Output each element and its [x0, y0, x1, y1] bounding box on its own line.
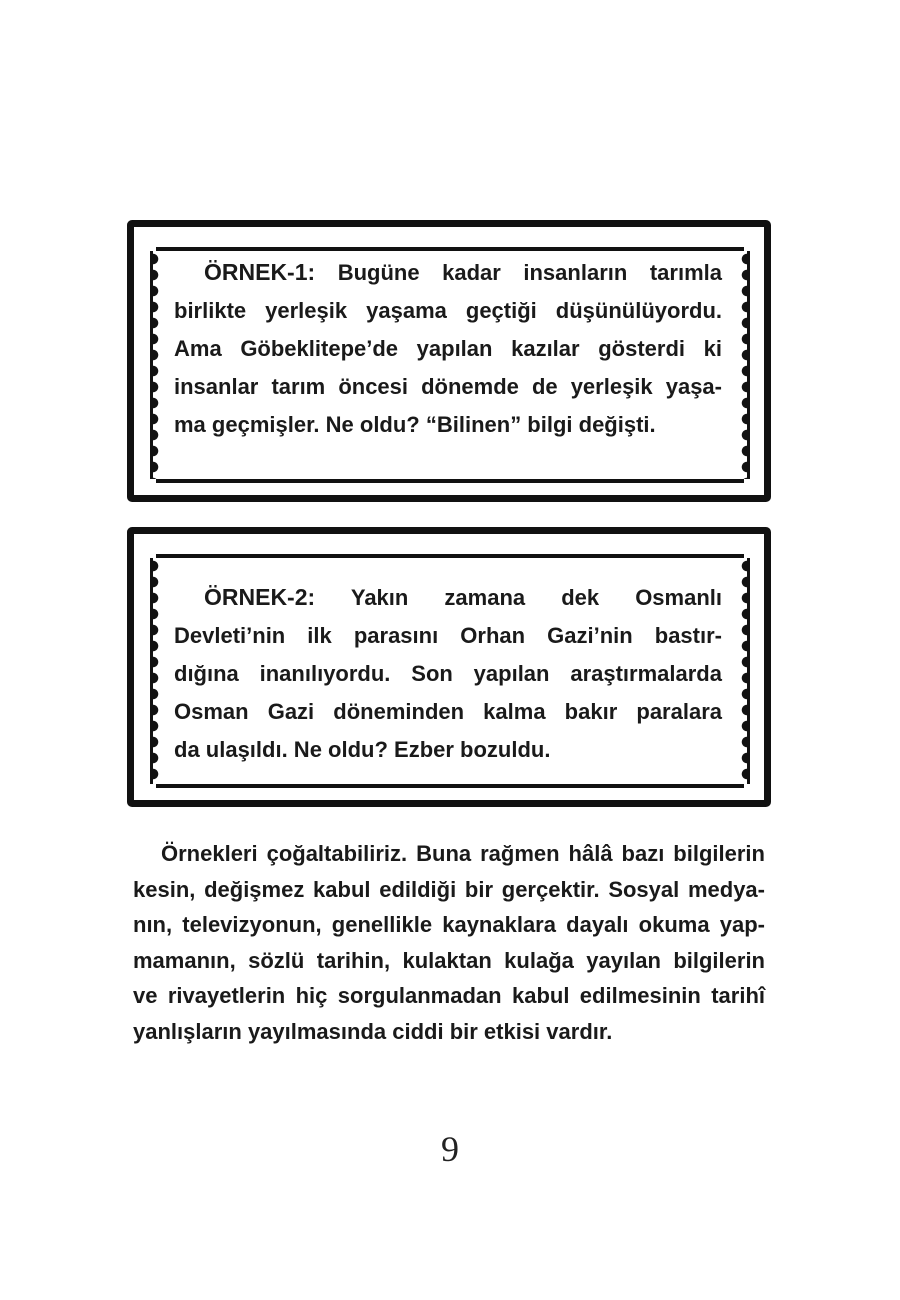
example-1-label: ÖRNEK-1: — [204, 259, 316, 285]
example-1-box — [127, 220, 771, 502]
paragraph-line: nın, televizyonun, genellikle kaynaklara dayalı okuma yap- — [133, 912, 765, 937]
example-2-line-3: dığına inanılıyordu. Son yapılan araştırmalarda — [174, 661, 722, 686]
example-2-text — [174, 578, 722, 769]
example-1-line-3: Ama Göbeklitepe’de yapılan kazılar gösterdi ki — [174, 336, 722, 361]
paragraph-line: ve rivayetlerin hiç sorgulanmadan kabul edilmesinin tarihî — [133, 983, 765, 1008]
example-1-line-2: birlikte yerleşik yaşama geçtiği düşünülüyordu. — [174, 298, 722, 323]
scalloped-border-left — [150, 251, 167, 479]
example-2-line-5: da ulaşıldı. Ne oldu? Ezber bozuldu. — [174, 737, 551, 762]
example-2-line-1: ÖRNEK-2: Yakın zamana dek Osmanlı — [204, 584, 722, 610]
scalloped-border-left — [150, 558, 167, 784]
example-1-line-5: ma geçmişler. Ne oldu? “Bilinen” bilgi değişti. — [174, 412, 656, 437]
paragraph-line: yanlışların yayılmasında ciddi bir etkisi vardır. — [133, 1018, 613, 1044]
example-2-label: ÖRNEK-2: — [204, 584, 316, 610]
example-2-box — [127, 527, 771, 807]
body-paragraph — [133, 836, 765, 1049]
example-2-line-2: Devleti’nin ilk parasını Orhan Gazi’nin bastır- — [174, 623, 722, 648]
paragraph-line: mamanın, sözlü tarihin, kulaktan kulağa yayılan bilgilerin — [133, 947, 765, 973]
example-1-line-4: insanlar tarım öncesi dönemde de yerleşik yaşa- — [174, 374, 722, 399]
paragraph-line: kesin, değişmez kabul edildiği bir gerçektir. Sosyal medya- — [133, 876, 765, 902]
page-number: 9 — [441, 1129, 459, 1169]
paragraph-line: Örnekleri çoğaltabiliriz. Buna rağmen hâlâ bazı bilgilerin — [161, 841, 765, 866]
example-1-text — [174, 253, 722, 444]
example-2-line-4: Osman Gazi döneminden kalma bakır paralara — [174, 699, 722, 724]
scalloped-border-right — [733, 558, 750, 784]
example-1-line-1: ÖRNEK-1: Bugüne kadar insanların tarımla — [204, 259, 722, 285]
scalloped-border-right — [733, 251, 750, 479]
